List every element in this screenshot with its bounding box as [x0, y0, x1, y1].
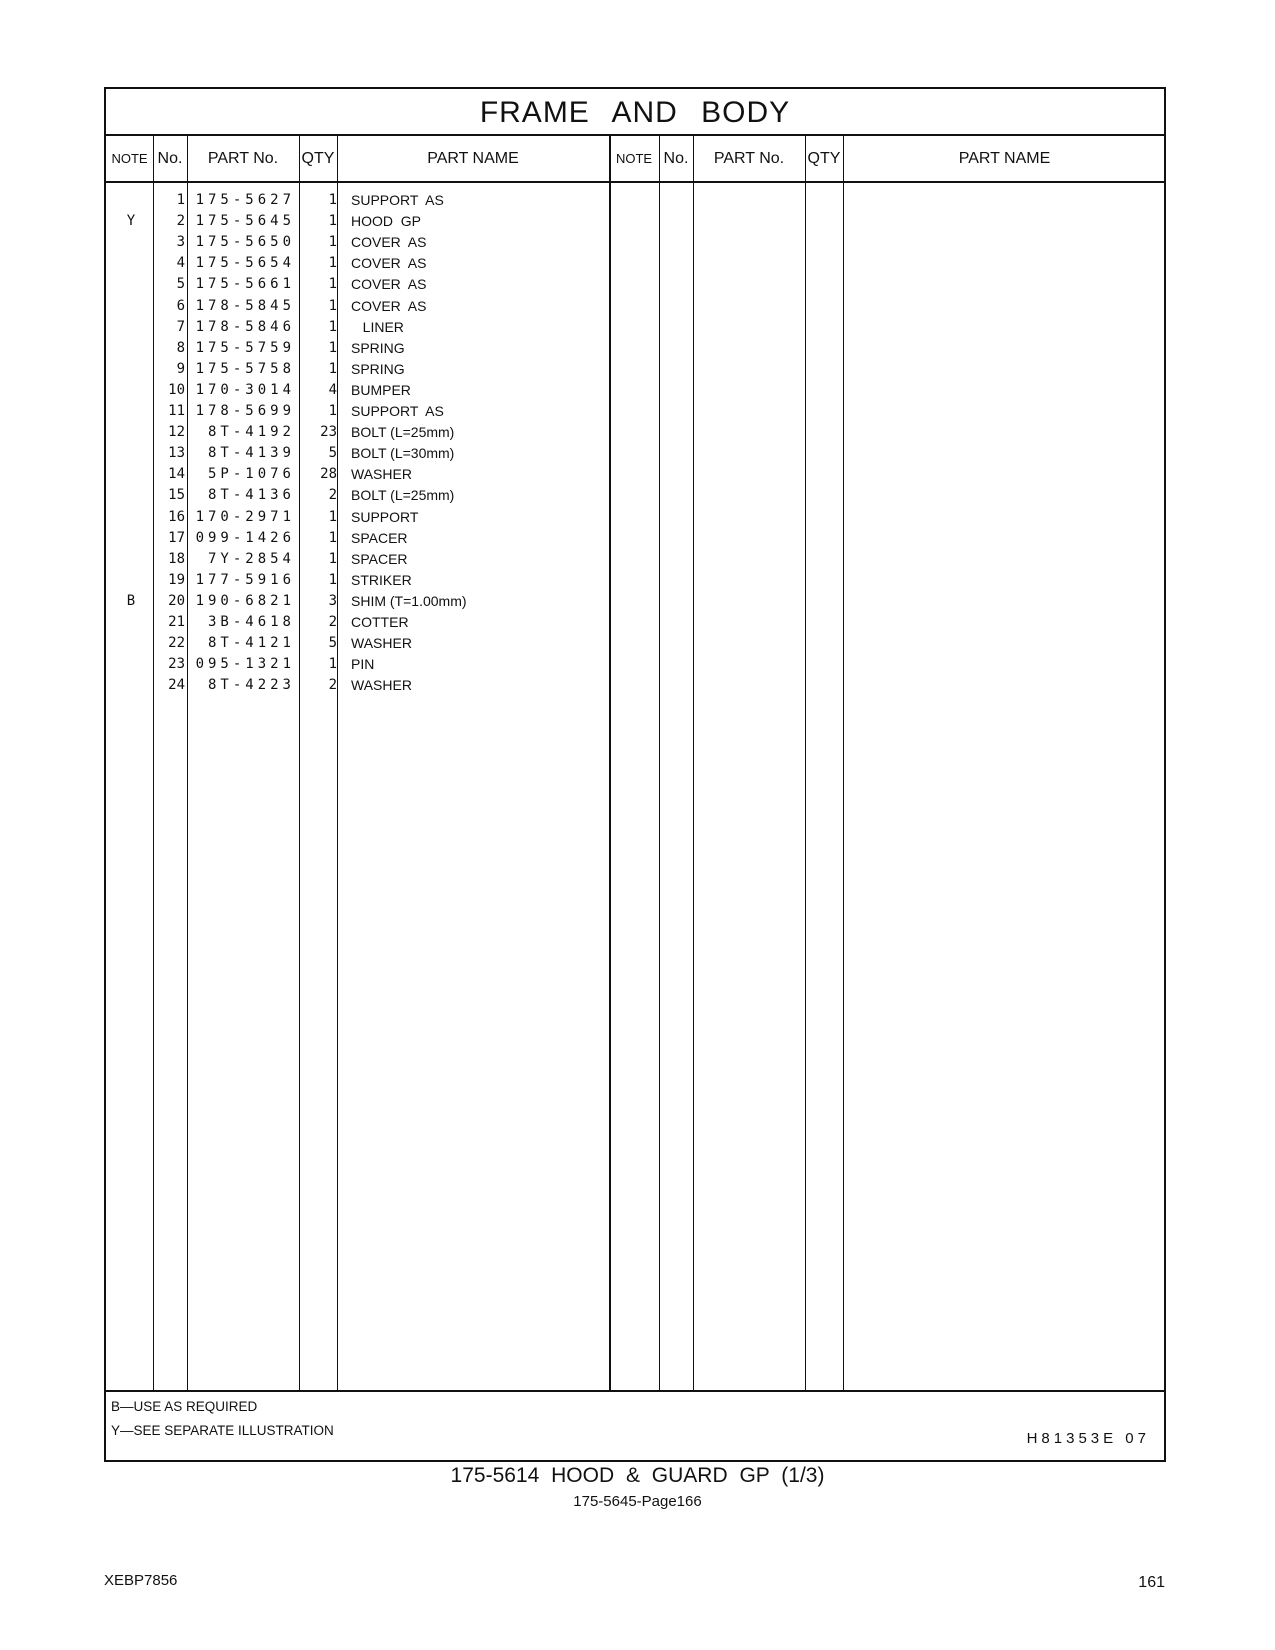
table-row — [106, 210, 1164, 232]
row-part-name: BOLT (L=25mm) — [351, 487, 455, 504]
header-note: NOTE — [111, 151, 148, 166]
section-title: FRAME AND BODY — [106, 89, 1164, 136]
header-qty-right: QTY — [807, 150, 841, 167]
row-quantity: 1 — [328, 508, 337, 525]
header-part-name-right: PART NAME — [958, 150, 1051, 167]
body-divider — [106, 1390, 1164, 1392]
table-row — [106, 569, 1164, 591]
row-quantity: 2 — [328, 487, 337, 504]
row-part-number: 178-5846 — [195, 318, 295, 335]
table-row — [106, 295, 1164, 317]
table-row — [106, 252, 1164, 274]
table-row — [106, 632, 1164, 654]
row-part-number: 170-3014 — [195, 381, 295, 398]
row-quantity: 1 — [328, 318, 337, 335]
row-part-number: 099-1426 — [195, 529, 295, 546]
header-divider — [106, 181, 1164, 183]
row-part-number: 175-5661 — [195, 276, 295, 293]
table-row — [106, 674, 1164, 696]
table-row — [106, 400, 1164, 422]
table-row — [106, 653, 1164, 675]
row-part-name: COVER AS — [351, 276, 427, 293]
row-part-name: COVER AS — [351, 234, 427, 251]
row-part-name: BOLT (L=30mm) — [351, 445, 455, 462]
row-number: 17 — [168, 529, 185, 546]
table-row — [106, 231, 1164, 253]
row-quantity: 28 — [320, 466, 337, 483]
header-part-no-right: PART No. — [713, 150, 785, 167]
row-number: 7 — [176, 318, 185, 335]
row-quantity: 1 — [328, 255, 337, 272]
row-number: 24 — [168, 677, 185, 694]
row-quantity: 1 — [328, 192, 337, 208]
row-number: 3 — [176, 234, 185, 251]
row-part-name: SPACER — [351, 529, 408, 546]
row-part-number: 175-5759 — [195, 339, 295, 356]
row-quantity: 1 — [328, 571, 337, 588]
row-quantity: 1 — [328, 213, 337, 230]
note-y: Y—SEE SEPARATE ILLUSTRATION — [111, 1423, 334, 1438]
row-number: 13 — [168, 445, 185, 462]
row-part-name: WASHER — [351, 466, 412, 483]
row-part-name: COVER AS — [351, 297, 427, 314]
row-part-name: SUPPORT AS — [351, 192, 444, 208]
row-part-name: COTTER — [351, 614, 409, 630]
row-quantity: 1 — [328, 276, 337, 293]
row-part-name: SPACER — [351, 550, 408, 567]
row-part-number: 175-5645 — [195, 213, 295, 230]
row-number: 18 — [168, 550, 185, 567]
row-part-number: 8T-4139 — [207, 445, 295, 462]
row-part-number: 178-5845 — [195, 297, 295, 314]
row-part-number: 178-5699 — [195, 403, 295, 419]
reference-code: H81353E 07 — [1026, 1430, 1150, 1447]
row-part-number: 175-5758 — [195, 360, 295, 377]
table-row — [106, 463, 1164, 485]
row-number: 23 — [168, 656, 185, 673]
table-row — [106, 527, 1164, 549]
row-part-name: SPRING — [351, 360, 405, 377]
row-quantity: 3 — [328, 592, 337, 609]
row-quantity: 1 — [328, 234, 337, 251]
header-part-name: PART NAME — [427, 150, 519, 167]
row-number: 6 — [176, 297, 185, 314]
header-no-right: No. — [663, 150, 689, 167]
row-number: 14 — [168, 466, 185, 483]
row-part-name: SHIM (T=1.00mm) — [351, 592, 467, 609]
row-part-number: 170-2971 — [195, 508, 295, 525]
note-b: B—USE AS REQUIRED — [111, 1399, 258, 1414]
header-no: No. — [157, 150, 183, 167]
row-part-number: 7Y-2854 — [207, 550, 295, 567]
row-number: 9 — [176, 360, 185, 377]
document-id: XEBP7856 — [104, 1572, 178, 1589]
row-number: 15 — [168, 487, 185, 504]
row-number: 10 — [168, 381, 185, 398]
row-part-number: 175-5654 — [195, 255, 295, 272]
row-part-name: SUPPORT — [351, 508, 419, 525]
row-part-number: 3B-4618 — [207, 614, 295, 630]
table-row — [106, 590, 1164, 612]
row-part-number: 095-1321 — [195, 656, 295, 673]
row-number: 8 — [176, 339, 185, 356]
row-part-number: 175-5627 — [195, 192, 295, 208]
table-row — [106, 506, 1164, 528]
row-part-name: WASHER — [351, 677, 412, 694]
table-row — [106, 379, 1164, 401]
row-number: 20 — [168, 592, 185, 609]
row-number: 21 — [168, 614, 185, 630]
table-row — [106, 273, 1164, 295]
row-note: Y — [126, 213, 136, 230]
row-quantity: 1 — [328, 297, 337, 314]
row-number: 22 — [168, 635, 185, 652]
figure-caption: 175-5614 HOOD & GUARD GP (1/3) — [450, 1464, 825, 1487]
table-row — [106, 548, 1164, 570]
row-quantity: 23 — [320, 424, 337, 441]
row-part-number: 8T-4192 — [207, 424, 295, 441]
row-number: 16 — [168, 508, 185, 525]
row-quantity: 5 — [328, 445, 337, 462]
table-row — [106, 316, 1164, 338]
row-part-name: WASHER — [351, 635, 412, 652]
table-row — [106, 611, 1164, 633]
row-part-number: 8T-4223 — [207, 677, 295, 694]
table-row — [106, 189, 1164, 211]
row-part-number: 5P-1076 — [207, 466, 295, 483]
table-row — [106, 358, 1164, 380]
row-part-number: 8T-4136 — [207, 487, 295, 504]
row-part-number: 8T-4121 — [207, 635, 295, 652]
row-part-name: LINER — [351, 318, 404, 335]
row-note: B — [126, 592, 136, 609]
row-quantity: 2 — [328, 677, 337, 694]
row-part-name: COVER AS — [351, 255, 427, 272]
header-part-no: PART No. — [207, 150, 279, 167]
parts-table-frame — [104, 87, 1166, 1462]
row-part-name: HOOD GP — [351, 213, 422, 230]
notes-legend — [111, 1395, 334, 1443]
row-quantity: 5 — [328, 635, 337, 652]
row-number: 11 — [168, 403, 185, 419]
header-qty: QTY — [301, 150, 335, 167]
table-row — [106, 484, 1164, 506]
row-number: 2 — [176, 213, 185, 230]
row-quantity: 1 — [328, 403, 337, 419]
row-part-name: BUMPER — [351, 381, 411, 398]
row-part-name: SPRING — [351, 339, 405, 356]
row-number: 19 — [168, 571, 185, 588]
row-part-name: SUPPORT AS — [351, 403, 444, 419]
row-quantity: 1 — [328, 529, 337, 546]
page-number: 161 — [1138, 1574, 1165, 1591]
row-part-number: 175-5650 — [195, 234, 295, 251]
figure-subcaption: 175-5645-Page166 — [573, 1493, 702, 1510]
row-number: 1 — [176, 192, 185, 208]
row-part-name: BOLT (L=25mm) — [351, 424, 455, 441]
row-part-name: STRIKER — [351, 571, 412, 588]
table-row — [106, 421, 1164, 443]
table-row — [106, 337, 1164, 359]
row-quantity: 1 — [328, 339, 337, 356]
row-quantity: 1 — [328, 656, 337, 673]
row-part-number: 190-6821 — [195, 592, 295, 609]
table-row — [106, 442, 1164, 464]
row-number: 4 — [176, 255, 185, 272]
row-quantity: 1 — [328, 360, 337, 377]
row-quantity: 2 — [328, 614, 337, 630]
row-part-number: 177-5916 — [195, 571, 295, 588]
row-quantity: 1 — [328, 550, 337, 567]
header-note-right: NOTE — [615, 151, 653, 166]
row-quantity: 4 — [328, 381, 337, 398]
row-part-name: PIN — [351, 656, 375, 673]
row-number: 12 — [168, 424, 185, 441]
row-number: 5 — [176, 276, 185, 293]
